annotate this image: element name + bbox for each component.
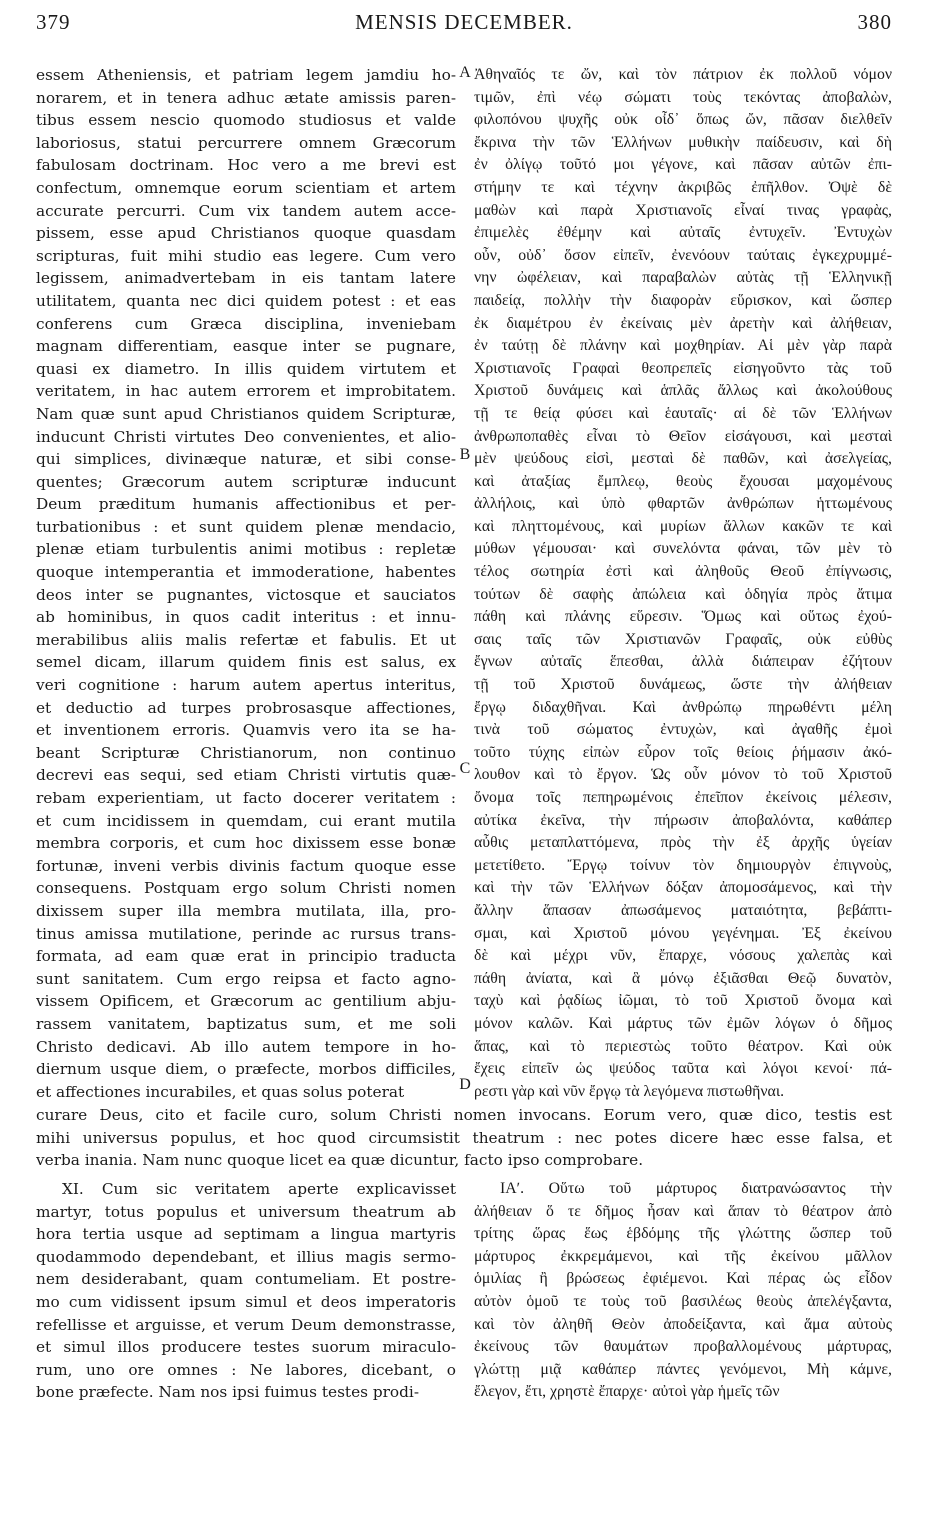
greek-column-bottom xyxy=(474,1178,892,1404)
running-header xyxy=(36,10,892,46)
latin-text-line: formata, ad eam quæ erat in principio traducta xyxy=(36,947,456,966)
greek-text-line: τῇ τε θείᾳ φύσει καὶ ἑαυταῖς· αἱ δὲ τῶν Ἑλλήνων xyxy=(474,404,892,422)
latin-wide-line: verba inania. Nam nunc quoque licet ea quæ dicuntur, facto ipso comprobare. xyxy=(36,1151,644,1170)
latin-text-line: conferens cum Græca disciplina, inveniebam xyxy=(36,314,456,333)
margin-marker-b: B xyxy=(459,446,471,463)
greek-text-line: καὶ τὴν τῶν Ἑλλήνων δόξαν ἀπομοσάμενος, καὶ τὴν xyxy=(474,879,892,897)
latin-text-line: essem Atheniensis, et patriam legem jamdiu ho- xyxy=(36,66,456,84)
latin-text-line: legissem, animadvertebam in eis tantam latere xyxy=(36,269,456,288)
latin-text-line: Deum præditum humanis affectionibus et per- xyxy=(36,495,456,514)
greek-text-line: στήμην τε καὶ τέχνην ἀκριβῶς ἐπῆλθον. Ὀψὲ δὲ xyxy=(474,178,892,196)
greek-text-line: ἀλήθειαν ὅ τε δῆμος ἦσαν καὶ ἅπαν τὸ θέατρον ἀπὸ xyxy=(474,1202,892,1220)
latin-text-line: Nam quæ sunt apud Christianos quidem Scripturæ, xyxy=(36,404,456,423)
greek-text-line: μόνον καλῶν. Καὶ μάρτυς τῶν ἐμῶν λόγων ὁ δῆμος xyxy=(474,1014,892,1032)
greek-text-line: ἐν ὀλίγῳ τοῦτό μοι γέγονε, καὶ πᾶσαν αὐτῶν ἐπι- xyxy=(474,156,892,174)
latin-text-line: quentes; Græcorum autem scripturæ inducunt xyxy=(36,472,456,491)
latin-text-line: norarem, et in tenera adhuc ætate amissis paren- xyxy=(36,88,456,107)
greek-text-line: ἅπας, καὶ τὸ περιεστὼς τοῦτο θέατρον. Καὶ οὐκ xyxy=(474,1037,892,1055)
latin-text-line: deos inter se pugnantes, victosque et sauciatos xyxy=(36,585,456,604)
greek-text-line: καὶ πληττομένους, καὶ μυρίων ἄλλων κακῶν τε καὶ xyxy=(474,517,892,535)
greek-text-line: παιδείᾳ, πολλὴν τὴν διαφορὰν εὕρισκον, καὶ ὥσπερ xyxy=(474,291,892,309)
latin-text-line: pissem, esse apud Christianos quoque quasdam xyxy=(36,224,456,243)
greek-text-line: σαις ταῖς τῶν Χριστιανῶν Γραφαῖς, οὐκ εὐθὺς xyxy=(474,630,892,648)
latin-text-line: vissem Opificem, et Græcorum ac gentilium abju- xyxy=(36,992,456,1011)
greek-text-line: ρεστι γὰρ καὶ νῦν ἔργῳ τὰ λεγόμενα πιστωθῆναι. xyxy=(474,1082,785,1100)
latin-text-line: veritatem, in hac autem errorem et improbitatem. xyxy=(36,382,456,401)
greek-text-line: αὐτίκα ἐκεῖνα, τὴν πήρωσιν ἀποβαλόντα, καθάπερ xyxy=(474,811,892,829)
page-number-left: 379 xyxy=(36,10,71,34)
greek-text-line: καὶ ἀταξίας ἔμπλεῳ, θεοὺς ἔχουσαι μαχομένους xyxy=(474,472,892,490)
latin-column-bottom xyxy=(36,1178,456,1404)
latin-wide-line: mihi universus populus, et hoc quod circumsistit theatrum : nec potes dicere hæc esse falsa, et xyxy=(36,1128,892,1147)
latin-text-line: tibus essem nescio quomodo studiosus et valde xyxy=(36,111,456,130)
latin-text-line: rassem vanitatem, baptizatus sum, et me soli xyxy=(36,1014,456,1033)
latin-text-line: merabilibus aliis malis refertæ et fabulis. Et ut xyxy=(36,630,456,649)
latin-text-line: et inventionem erroris. Quamvis vero ita se ha- xyxy=(36,721,456,740)
latin-text-line: sunt sanitatem. Cum ergo reipsa et facto agno- xyxy=(36,969,456,988)
page-number-right: 380 xyxy=(857,10,892,34)
margin-marker-d: D xyxy=(459,1076,471,1093)
latin-text-line: hora tertia usque ad septimam a lingua martyris xyxy=(36,1225,456,1244)
greek-text-line: φιλοπόνου ψυχῆς οὐκ οἶδ᾽ ὅπως ὤν, πᾶσαν διελθεῖν xyxy=(474,111,892,129)
greek-text-line: μαθὼν καὶ παρὰ Χριστιανοῖς εἶναί τινας γραφὰς, xyxy=(474,201,892,219)
latin-text-line: membra corporis, et cum hoc dixissem esse bonæ xyxy=(36,834,456,853)
latin-text-line: dixissem super illa membra mutilata, illa, pro- xyxy=(36,901,456,920)
latin-text-line: Christo dedicavi. Ab illo autem tempore in ho- xyxy=(36,1037,456,1056)
greek-text-line: γλώττῃ μιᾷ καθάπερ πάντες γενόμενοι, Μὴ κάμνε, xyxy=(474,1360,892,1378)
greek-text-line: ὁμιλίας ἢ βρώσεως ἐφιέμενοι. Καὶ πέρας ὡς εἶδον xyxy=(474,1270,892,1288)
greek-text-line: ἐπιμελὲς ἐθέμην καὶ αὐταῖς ἐντυχεῖν. Ἐντυχὼν xyxy=(474,224,892,242)
greek-text-line: ὄνομα τοῖς πεπηρωμένοις ἐπεῖπον ἐκείνοις μέλεσιν, xyxy=(474,789,892,806)
greek-text-line: ἔλεγον, ἔτι, χρηστὲ ἔπαρχε· αὐτοὶ γὰρ ἡμεῖς τῶν xyxy=(474,1383,780,1401)
latin-text-line: quoque intemperantia et immoderatione, habentes xyxy=(36,563,456,582)
greek-text-line: ἐκείνους τῶν θαυμάτων προβαλλομένους μάρτυρας, xyxy=(474,1338,892,1356)
latin-text-line: beant Scripturæ Christianorum, non continuo xyxy=(36,743,456,762)
greek-text-line: τιμῶν, ἐπὶ νέῳ σώματι τοὺς τεκόντας ἀποβαλὼν, xyxy=(474,88,892,106)
latin-text-line: mo cum vidissent ipsum simul et deos imperatoris xyxy=(36,1292,456,1311)
full-width-latin-lines xyxy=(36,1104,892,1172)
latin-text-line: rum, uno ore omnes : Ne labores, dicebant, o xyxy=(36,1360,456,1379)
greek-text-line: ἐκ διαμέτρου ἐν ἐκείναις μὲν ἀρετὴν καὶ ἀλήθειαν, xyxy=(474,314,892,332)
latin-text-line: bone præfecte. Nam nos ipsi fuimus testes prodi- xyxy=(36,1383,419,1402)
latin-text-line: consequens. Postquam ergo solum Christi nomen xyxy=(36,879,456,898)
latin-text-line: nem desiderabant, quam contumeliam. Et postre- xyxy=(36,1270,456,1289)
margin-marker-a: A xyxy=(459,64,471,81)
greek-text-line: ΙΑʹ. Οὕτω τοῦ μάρτυρος διατρανώσαντος τὴν xyxy=(500,1180,892,1197)
latin-text-line: accurate percurri. Cum vix tandem autem acce- xyxy=(36,201,456,220)
margin-marker-c: C xyxy=(459,760,471,777)
greek-text-line: ἔχεις εἰπεῖν ὡς ψεύδος ταῦτα καὶ λόγοι κενοί· πά- xyxy=(474,1060,892,1078)
latin-text-line: veri cognitione : harum autem apertus interitus, xyxy=(36,676,456,695)
greek-text-line: πάθη ἀνίατα, καὶ ἃ μόνῳ ἐξιᾶσθαι Θεῷ δυνατὸν, xyxy=(474,969,892,987)
latin-text-line: ab hominibus, in quos cadit interitus : et innu- xyxy=(36,608,456,627)
greek-text-line: αὖθις μεταπλαττόμενα, πρὸς τὴν ἐξ ἀρχῆς ὑγείαν xyxy=(474,834,892,852)
greek-text-line: Χριστιανοῖς Γραφαὶ θεοπρεπεῖς εἰσηγοῦντο τὰς τοῦ xyxy=(474,359,892,377)
latin-text-line: quasi ex diametro. In illis quidem virtutem et xyxy=(36,359,456,378)
latin-text-line: laboriosus, statui percurrere omnem Græcorum xyxy=(36,133,456,152)
latin-text-line: et simul illos producere testes suorum miraculo- xyxy=(36,1338,456,1357)
latin-text-line: turbationibus : et sunt quidem plenæ mendacio, xyxy=(36,517,456,536)
greek-text-line: τούτων δὲ σαφὴς ἀπώλεια καὶ ὁδηγία πρὸς ἄτιμα xyxy=(474,585,892,603)
latin-text-line: scripturas, fuit mihi studio eas legere. Cum vero xyxy=(36,246,456,265)
greek-text-line: Ἀθηναῖός τε ὤν, καὶ τὸν πάτριον ἐκ πολλοῦ νόμον xyxy=(474,66,892,83)
greek-text-line: τινὰ τοῦ σώματος ἐντυχὼν, καὶ ἀγαθῆς ἐμοὶ xyxy=(474,721,892,739)
latin-text-line: tinus amissa mutilatione, perinde ac rursus trans- xyxy=(36,924,456,943)
latin-text-line: qui simplices, divinæque naturæ, et sibi conse- xyxy=(36,450,456,469)
latin-text-line: decrevi eas sequi, sed etiam Christi virtutis quæ- xyxy=(36,766,456,785)
greek-text-line: Χριστοῦ δυνάμεις καὶ ἁπλᾶς ἄλλως καὶ ἀκολούθους xyxy=(474,382,892,400)
greek-text-line: ἀνθρωποπαθὲς εἶναι τὸ Θεῖον εἰσάγουσι, καὶ μεσταὶ xyxy=(474,427,892,445)
greek-text-line: τοῦτο τύχης εἰπὼν εὗρον τοῖς θείοις ῥήμασιν ἀκό- xyxy=(474,743,892,761)
latin-text-line: semel dicam, illarum quidem finis est salus, ex xyxy=(36,653,456,672)
greek-text-line: δὲ καὶ μέχρι νῦν, ἔπαρχε, νόσους χαλεπὰς καὶ xyxy=(474,947,892,965)
latin-text-line: inducunt Christi virtutes Deo convenientes, et alio- xyxy=(36,427,456,446)
latin-text-line: XI. Cum sic veritatem aperte explicavisset xyxy=(62,1180,456,1198)
latin-text-line: plenæ etiam turbulentis animi motibus : repletæ xyxy=(36,540,456,559)
greek-text-line: οὖν, οὐδ᾽ ὅσον εἰπεῖν, ἐνενόουν ταύταις ἐγκεχρυμμέ- xyxy=(474,246,892,264)
latin-text-line: et affectiones incurabiles, et quas solus poterat xyxy=(36,1082,405,1101)
latin-text-line: rebam experientiam, ut facto docerer veritatem : xyxy=(36,789,456,807)
latin-text-line: diernum usque diem, o præfecte, morbos difficiles, xyxy=(36,1060,456,1079)
latin-column-top xyxy=(36,64,456,1103)
greek-text-line: νην ὠφέλειαν, καὶ παραβαλὼν αὐτὰς τῇ Ἑλληνικῇ xyxy=(474,269,892,287)
greek-text-line: ἄλλην ἅπασαν ἀπωσάμενος ματαιότητα, βεβάπτι- xyxy=(474,901,892,919)
greek-text-line: τῇ τοῦ Χριστοῦ δυνάμεως, ὥστε τὴν ἀλήθειαν xyxy=(474,676,892,694)
greek-text-line: ἔγνων αὐταῖς ἕπεσθαι, ἀλλὰ διάπειραν ἐζήτουν xyxy=(474,653,892,671)
greek-text-line: ἔργῳ διδαχθῆναι. Καὶ ἀνθρώπῳ πηρωθέντι μέλη xyxy=(474,698,892,716)
greek-text-line: μύθων γέμουσαι· καὶ συνελόντα φάναι, τῶν μὲν τὸ xyxy=(474,540,892,558)
latin-text-line: refellisse et arguisse, et verum Deum demonstrasse, xyxy=(36,1315,456,1334)
latin-text-line: martyr, totus populus et universum theatrum ab xyxy=(36,1202,456,1221)
greek-text-line: πάθη καὶ πλάνης εὕρεσιν. Ὅμως καὶ οὕτως ἐχού- xyxy=(474,608,892,626)
greek-column-top xyxy=(474,64,892,1103)
latin-text-line: quodammodo dependebant, et illius magis sermo- xyxy=(36,1247,456,1266)
latin-text-line: magnam differentiam, easque inter se pugnare, xyxy=(36,337,456,356)
greek-text-line: τρίτης ὥρας ἕως ἑβδόμης τῆς γλώττης ὥσπερ τοῦ xyxy=(474,1225,892,1243)
greek-text-line: μὲν ψεύδους εἰσὶ, μεσταὶ δὲ παθῶν, καὶ ἀσελγείας, xyxy=(474,450,892,468)
greek-text-line: ταχὺ καὶ ῥᾳδίως ἰῶμαι, τὸ τοῦ Χριστοῦ ὄνομα καὶ xyxy=(474,992,892,1010)
latin-text-line: fortunæ, inveni verbis divinis factum quoque esse xyxy=(36,856,456,875)
greek-text-line: ἔκρινα τὴν τῶν Ἑλλήνων μυθικὴν παίδευσιν, καὶ δὴ xyxy=(474,133,892,151)
greek-text-line: λουθον καὶ τὸ ἔργον. Ὡς οὖν μόνον τὸ τοῦ Χριστοῦ xyxy=(474,766,892,784)
greek-text-line: μάρτυρος ἐκκρεμάμενοι, καὶ τῆς ἐκείνου μᾶλλον xyxy=(474,1247,892,1265)
greek-text-line: καὶ τὸν ἀληθῆ Θεὸν ἀποδείξαντα, καὶ ἅμα αὐτοὺς xyxy=(474,1315,892,1333)
greek-text-line: μετετίθετο. Ἔργῳ τοίνυν τὸν δημιουργὸν ἐπιγνοὺς, xyxy=(474,856,892,874)
greek-text-line: ἐν ταύτῃ δὲ πλάνην καὶ μοχθηρίαν. Αἱ μὲν γὰρ παρὰ xyxy=(474,337,892,355)
greek-text-line: ἀλλήλοις, καὶ ὑπὸ φθαρτῶν ἀνθρώπων ἡττωμένους xyxy=(474,495,892,513)
running-title: MENSIS DECEMBER. xyxy=(355,10,573,34)
latin-text-line: et cum incidissem in quemdam, cui erant mutila xyxy=(36,811,456,830)
latin-text-line: confectum, omnemque eorum scientiam et artem xyxy=(36,178,456,197)
greek-text-line: σμαι, καὶ Χριστοῦ μόνου γεγένημαι. Ἐξ ἐκείνου xyxy=(474,924,892,942)
greek-text-line: αὐτὸν ὁμοῦ τε τοὺς τοῦ βασιλέως θεοὺς ἀπελέγξαντα, xyxy=(474,1292,892,1310)
greek-text-line: τέλος σωτηρία ἐστὶ καὶ ἀληθοῦς Θεοῦ ἐπίγνωσις, xyxy=(474,563,892,581)
latin-wide-line: curare Deus, cito et facile curo, solum Christi nomen invocans. Eorum vero, quæ dico, testis est xyxy=(36,1106,892,1124)
latin-text-line: et deductio ad turpes probrosasque affectiones, xyxy=(36,698,456,717)
latin-text-line: utilitatem, quanta nec dici quidem potest : et eas xyxy=(36,291,456,310)
latin-text-line: fabulosam doctrinam. Hoc vero a me brevi est xyxy=(36,156,456,175)
